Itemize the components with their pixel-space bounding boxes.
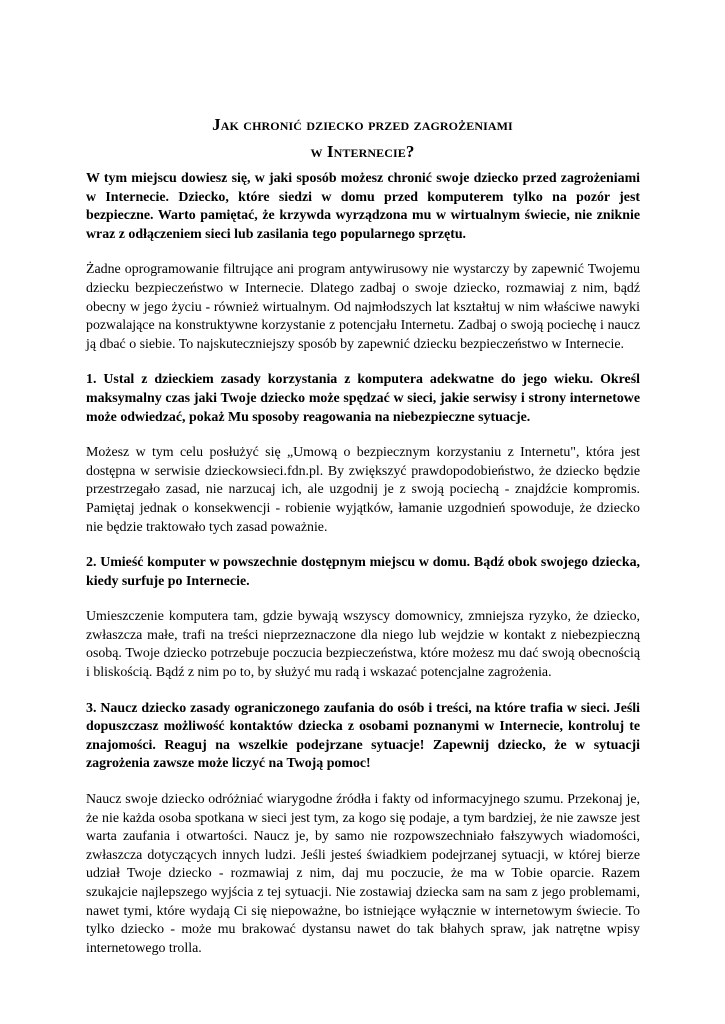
section-3-text: Naucz swoje dziecko odróżniać wiarygodne źródła i fakty od informacyjnego szumu. Przekonaj je, że nie każda osoba spotkana w sieci jest tym, za kogo się podaje, a tym bardziej, że nie zawsze jest warta zaufania i otwartości. Naucz je, by samo nie rozpowszechniało fałszywych wiadomości, zwłaszcza dotyczących innych ludzi. Jeśli jesteś świadkiem podejrzanej sytuacji, w której bierze udział Twoje dziecko - rozmawiaj z nim, daj mu poczucie, że ma w Tobie oparcie. Razem szukajcie najlepszego wyjścia z tej sytuacji. Nie zostawiaj dziecka sam na sam z jego problemami, nawet tymi, które wydają Ci się niepoważne, bo istniejące wyłącznie w internetowym świecie. To tylko dziecko - może mu brakować dystansu nawet do tak błahych spraw, jak natrętne wpisy internetowego trolla. [86, 792, 640, 956]
section-3-heading: 3. Naucz dziecko zasady ograniczonego zaufania do osób i treści, na które trafia w sieci. Jeśli dopuszczasz możliwość kontaktów dziecka z osobami poznanymi w Internecie, kontroluj te znajomości. Reaguj na wszelkie podejrzane sytuacje! Zapewnij dziecko, że w sytuacji zagrożenia zawsze może liczyć na Twoją pomoc! [86, 700, 640, 772]
title-line-2: w Internecie? [310, 142, 415, 162]
intro-paragraph: W tym miejscu dowiesz się, w jaki sposób możesz chronić swoje dziecko przed zagrożeniami w Internecie. Dziecko, które siedzi w domu przed komputerem tylko na pozór jest bezpieczne. Warto pamiętać, że krzywda wyrządzona mu w wirtualnym świecie, nie zniknie wraz z odłączeniem sieci lub zasilania tego popularnego sprzętu. [86, 171, 640, 242]
document-body [86, 170, 640, 975]
section-1-heading: 1. Ustal z dzieckiem zasady korzystania z komputera adekwatne do jego wieku. Określ maksymalny czas jaki Twoje dziecko może spędzać w sieci, jakie serwisy i strony internetowe może odwiedzać, pokaż Mu sposoby reagowania na niebezpieczne sytuacje. [86, 372, 640, 425]
body-paragraph-1: Żadne oprogramowanie filtrujące ani program antywirusowy nie wystarczy by zapewnić Twojemu dziecku bezpieczeństwo w Internecie. Dlatego zadbaj o swoje dziecko, rozmawiaj z nim, bądź obecny w jego życiu - również wirtualnym. Od najmłodszych lat kształtuj w nim właściwe nawyki pozwalające na konstruktywne korzystanie z potencjału Internetu. Zadbaj o swoją pociechę i naucz ją dbać o siebie. To najskuteczniejszy sposób by zapewnić dziecku bezpieczeństwo w Internecie. [86, 262, 640, 352]
title-line-1: Jak chronić dziecko przed zagrożeniami [212, 115, 513, 135]
section-2-heading: 2. Umieść komputer w powszechnie dostępnym miejscu w domu. Bądź obok swojego dziecka, kiedy surfuje po Internecie. [86, 555, 640, 589]
section-1-text: Możesz w tym celu posłużyć się „Umową o bezpiecznym korzystaniu z Internetu", która jest dostępna w serwisie dzieckowsieci.fdn.pl. By zwiększyć prawdopodobieństwo, że dziecko będzie przestrzegało zasad, nie narzucaj ich, ale uzgodnij je z swoją pociechą - znajdźcie kompromis. Pamiętaj jednak o konsekwencji - robienie wyjątków, łamanie uzgodnień spowoduje, że dziecko nie będzie traktowało tych zasad poważnie. [86, 445, 640, 535]
section-2-text: Umieszczenie komputera tam, gdzie bywają wszyscy domownicy, zmniejsza ryzyko, że dziecko, zwłaszcza małe, trafi na treści nieprzeznaczone dla niego lub wejdzie w kontakt z niebezpieczną osobą. Twoje dziecko potrzebuje poczucia bezpieczeństwa, które możesz mu dać swoją obecnością i bliskością. Bądź z nim po to, by służyć mu radą i wskazać potencjalne zagrożenia. [86, 609, 640, 681]
page-title [0, 111, 725, 165]
